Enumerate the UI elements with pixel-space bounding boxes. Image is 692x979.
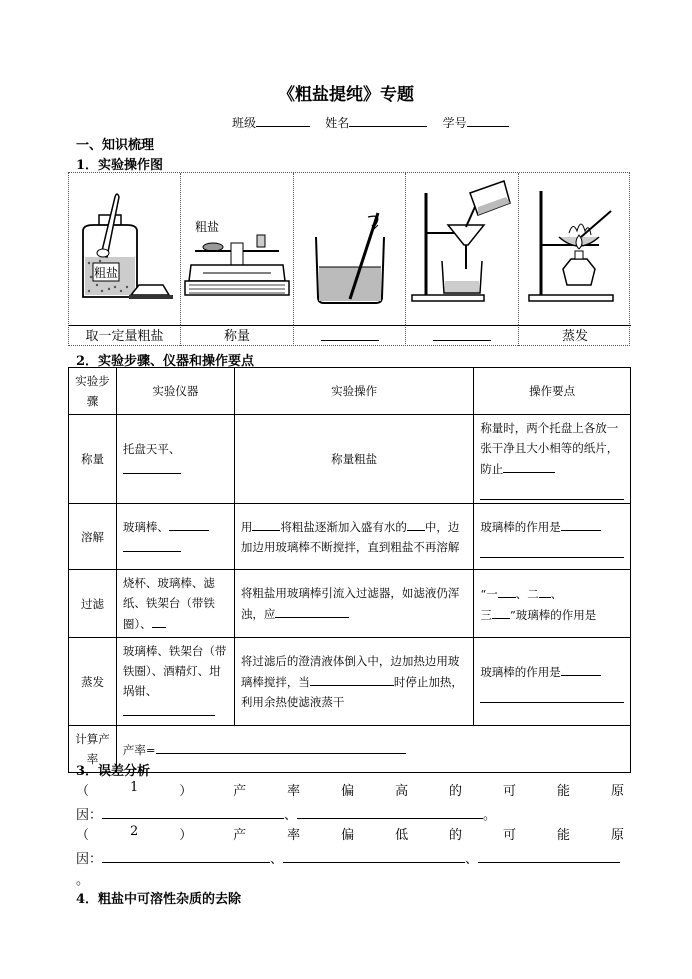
instruments-weigh-text: 托盘天平、 <box>122 441 181 456</box>
operation-filter-text: 将粗盐用玻璃棒引流入过滤器，如滤液仍浑浊，应 <box>240 586 460 621</box>
error-low-char: 的 <box>449 828 463 843</box>
name-label: 姓名 <box>325 116 350 130</box>
caption-blank-3-line[interactable] <box>321 326 379 341</box>
page-title: 《粗盐提纯》专题 <box>278 85 414 105</box>
points-evaporate-line[interactable] <box>480 684 624 703</box>
error-high-char: 高 <box>395 784 409 799</box>
caption-weigh: 称量 <box>181 325 294 346</box>
separator: 、 <box>270 852 284 867</box>
error-high-blank-1[interactable] <box>102 804 284 819</box>
instruments-dissolve <box>116 504 234 570</box>
error-low <box>76 824 624 888</box>
instruments-filter-text: 烧杯、玻璃棒、滤纸、铁架台（带铁圈）、 <box>122 576 215 631</box>
points-dissolve-text: 玻璃棒的作用是 <box>480 519 561 534</box>
step-filter: 过滤 <box>69 570 117 638</box>
period: 。 <box>483 808 497 823</box>
error-low-char: 可 <box>503 828 517 843</box>
points-filter: “一 、二 、 三 ”玻璃棒的作用是 <box>474 570 631 638</box>
jar-label: 粗盐 <box>93 266 119 280</box>
points-weigh <box>474 415 631 504</box>
balance-salt-label: 粗盐 <box>195 220 220 234</box>
operation-dissolve <box>234 504 473 570</box>
section-2-heading: 2．实验步骤、仪器和操作要点 <box>76 354 255 369</box>
error-low-blank-2[interactable] <box>283 848 465 863</box>
table-row <box>69 504 631 570</box>
class-blank[interactable] <box>256 115 310 127</box>
figure-dissolve <box>294 173 406 325</box>
error-low-tail: 因： <box>76 852 103 867</box>
instruments-weigh <box>116 415 234 504</box>
operation-evaporate <box>234 638 473 726</box>
balance-icon <box>181 173 294 325</box>
error-high-char: （ <box>76 784 90 799</box>
operation-dissolve-blank-1[interactable] <box>252 516 280 531</box>
caption-take-salt: 取一定量粗盐 <box>69 325 181 346</box>
error-high-line-1 <box>76 780 624 799</box>
points-evaporate <box>474 638 631 726</box>
caption-blank-4-line[interactable] <box>433 326 491 341</box>
header-step: 实验步骤 <box>69 368 117 415</box>
points-weigh-line[interactable] <box>480 481 624 500</box>
subsection-1-heading: 1．实验操作图 <box>76 158 164 173</box>
error-low-char: （ <box>76 828 90 843</box>
error-low-char: 率 <box>287 828 301 843</box>
error-high-char: 偏 <box>341 784 355 799</box>
error-low-char: 能 <box>556 828 570 843</box>
name-blank[interactable] <box>349 115 427 127</box>
instruments-filter-blank[interactable] <box>152 613 166 628</box>
error-low-line-1 <box>76 824 624 843</box>
figure-evaporation <box>519 173 631 325</box>
beaker-stir-icon <box>294 173 406 325</box>
figure-salt-jar <box>69 173 181 325</box>
table-row <box>69 415 631 504</box>
operation-evaporate-a: 将过滤后的澄清液体倒入中，边加热边用玻璃棒搅拌，当 <box>240 654 460 689</box>
evaporation-icon <box>519 173 631 325</box>
points-filter-blank-2[interactable] <box>539 583 551 598</box>
header-operation: 实验操作 <box>234 368 473 415</box>
yield-formula-text: 产率= <box>122 742 156 757</box>
error-high-char: 产 <box>233 784 247 799</box>
error-low-line-3 <box>76 869 624 888</box>
points-evaporate-blank[interactable] <box>561 661 601 676</box>
error-high-char: 原 <box>610 784 624 799</box>
filtration-icon <box>406 173 519 325</box>
error-high-char: 能 <box>556 784 570 799</box>
step-yield: 计算产率 <box>69 726 117 773</box>
error-high <box>76 780 624 823</box>
error-low-char: 偏 <box>341 828 355 843</box>
instruments-evaporate-text: 玻璃棒、铁架台（带铁圈）、酒精灯、坩埚钳、 <box>122 644 227 698</box>
operation-dissolve-c: 中，边加边用玻璃棒不断搅拌，直到粗盐不再溶解 <box>240 520 460 554</box>
step-dissolve: 溶解 <box>69 504 117 570</box>
section-1-heading: 一、知识梳理 <box>76 138 155 153</box>
figure-balance <box>181 173 294 325</box>
class-label: 班级 <box>232 116 257 130</box>
points-filter-blank-3[interactable] <box>492 604 510 619</box>
header-points: 操作要点 <box>474 368 631 415</box>
operation-dissolve-a: 用 <box>240 520 253 534</box>
error-high-char: 可 <box>503 784 517 799</box>
points-dissolve <box>474 504 631 570</box>
operation-dissolve-b: 将粗盐逐渐加入盛有水的 <box>280 520 407 534</box>
operation-dissolve-blank-2[interactable] <box>407 516 425 531</box>
points-dissolve-blank[interactable] <box>561 516 601 531</box>
operation-evaporate-blank[interactable] <box>310 671 394 686</box>
steps-table <box>68 367 631 773</box>
error-high-blank-2[interactable] <box>297 804 483 819</box>
instruments-dissolve-blank-1[interactable] <box>169 516 209 531</box>
error-low-char: ） <box>179 828 193 843</box>
points-dissolve-line[interactable] <box>480 539 624 558</box>
instruments-weigh-blank[interactable] <box>123 459 181 474</box>
caption-blank-4 <box>406 325 519 346</box>
period: 。 <box>76 873 90 888</box>
error-low-char: 2 <box>129 824 139 839</box>
separator: 、 <box>465 852 479 867</box>
error-low-line-2 <box>76 848 624 867</box>
error-low-char: 产 <box>233 828 247 843</box>
table-row <box>69 726 631 773</box>
error-low-blank-3[interactable] <box>478 848 620 863</box>
error-low-char: 原 <box>610 828 624 843</box>
error-high-char: 1 <box>129 780 139 795</box>
error-low-blank-1[interactable] <box>102 848 270 863</box>
header-row <box>69 368 631 415</box>
points-filter-blank-1[interactable] <box>498 583 516 598</box>
error-low-char: 低 <box>395 828 409 843</box>
error-high-char: ） <box>179 784 193 799</box>
operation-filter-blank[interactable] <box>275 603 349 618</box>
id-label: 学号 <box>442 116 467 130</box>
step-weigh: 称量 <box>69 415 117 504</box>
table-row <box>69 570 631 638</box>
points-filter-d: ”玻璃棒的作用是 <box>509 607 597 622</box>
yield-formula-blank[interactable] <box>156 739 406 754</box>
points-filter-b: 二 <box>527 586 539 601</box>
instruments-dissolve-text: 玻璃棒、 <box>122 519 169 534</box>
operation-figures <box>68 172 630 346</box>
instruments-filter <box>116 570 234 638</box>
instruments-evaporate <box>116 638 234 726</box>
error-high-char: 的 <box>449 784 463 799</box>
points-weigh-text: 称量时，两个托盘上各放一张干净且大小相等的纸片，防止 <box>480 421 619 476</box>
operation-evaporate-b: 时停止加热，利用余热使滤液蒸干 <box>240 675 463 709</box>
yield-formula <box>116 726 630 773</box>
instruments-dissolve-blank-2[interactable] <box>123 537 181 552</box>
student-info <box>232 114 509 131</box>
section-4-heading: 4．粗盐中可溶性杂质的去除 <box>76 892 242 907</box>
section-3-heading: 3．误差分析 <box>76 764 151 779</box>
id-blank[interactable] <box>467 115 509 127</box>
figure-filtration <box>406 173 519 325</box>
points-weigh-blank[interactable] <box>503 458 555 473</box>
operation-filter <box>234 570 473 638</box>
header-instruments: 实验仪器 <box>116 368 234 415</box>
error-high-char: 率 <box>287 784 301 799</box>
step-evaporate: 蒸发 <box>69 638 117 726</box>
error-high-line-2 <box>76 804 624 823</box>
separator: 、 <box>284 808 298 823</box>
operation-weigh: 称量粗盐 <box>234 415 473 504</box>
error-high-tail: 因： <box>76 808 103 823</box>
points-filter-c: 三 <box>480 607 492 622</box>
points-evaporate-text: 玻璃棒的作用是 <box>480 664 561 679</box>
caption-evaporate: 蒸发 <box>519 325 631 346</box>
salt-jar-icon <box>69 173 181 325</box>
points-filter-a: “一 <box>480 586 498 601</box>
instruments-evaporate-blank[interactable] <box>123 701 215 716</box>
table-row <box>69 638 631 726</box>
caption-blank-3 <box>294 325 406 346</box>
